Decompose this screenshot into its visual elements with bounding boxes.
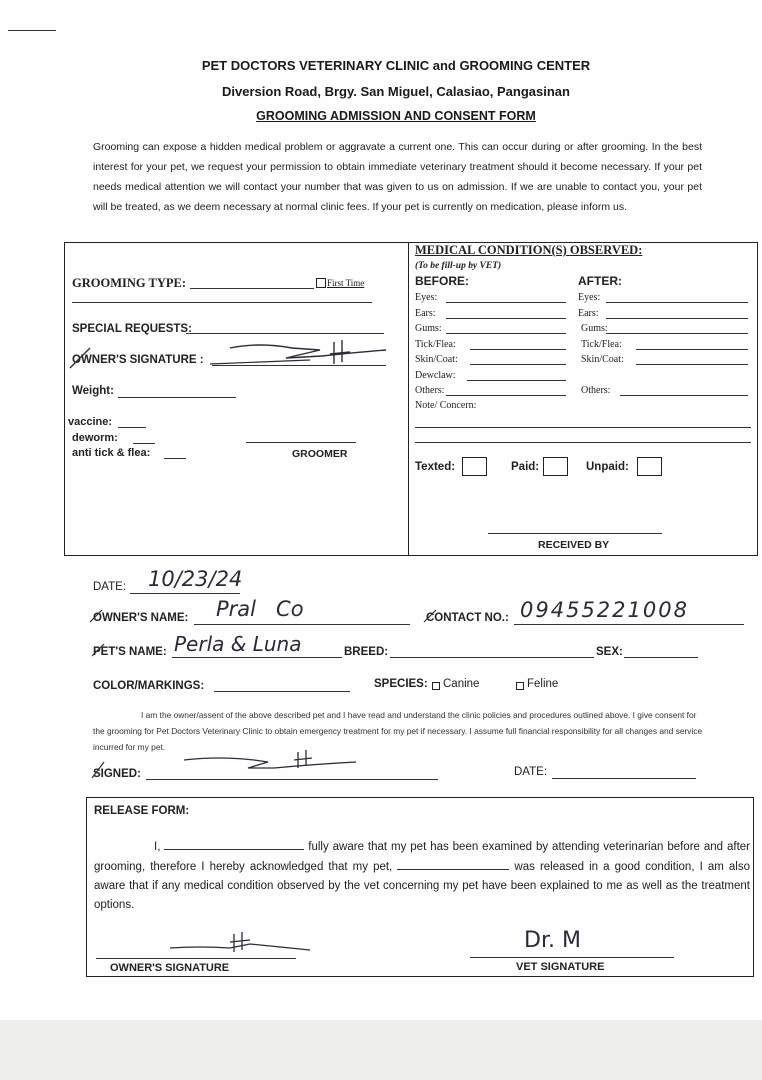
owner-name-value[interactable]: Pral Co xyxy=(216,597,304,621)
feline-label: Feline xyxy=(527,678,559,690)
received-by-field[interactable] xyxy=(488,533,662,534)
weight-label: Weight: xyxy=(72,385,114,397)
strike-mark-pet xyxy=(90,642,106,658)
before-label: BEFORE: xyxy=(415,274,469,288)
vaccine-field[interactable] xyxy=(118,427,146,428)
release-text-3: was released in a good condition, I am also aware that if any medical condition observed by the vet concerning my pet have been explained to me as well as the treatment options. xyxy=(94,861,750,911)
tick-flea-field[interactable] xyxy=(164,458,186,459)
medical-title: MEDICAL CONDITION(S) OBSERVED: xyxy=(415,243,643,257)
owner-signature-scribble xyxy=(60,334,390,374)
breed-label: BREED: xyxy=(344,646,389,658)
first-time-checkbox[interactable] xyxy=(316,278,326,288)
release-title: RELEASE FORM: xyxy=(94,805,190,817)
release-owner-signature-label: OWNER'S SIGNATURE xyxy=(110,962,230,974)
species-label: SPECIES: xyxy=(374,678,428,690)
sex-label: SEX: xyxy=(596,646,623,658)
before-condition-field[interactable] xyxy=(467,380,566,381)
release-owner-signature-scribble xyxy=(160,930,320,960)
vet-signature-value: Dr. M xyxy=(524,928,581,953)
vaccine-label: vaccine: xyxy=(68,416,113,428)
breed-field[interactable] xyxy=(390,657,594,658)
after-condition-field[interactable] xyxy=(606,333,748,334)
after-condition-field[interactable] xyxy=(620,395,748,396)
strike-mark-contact xyxy=(422,608,438,624)
paid-checkbox[interactable] xyxy=(543,457,568,476)
pet-name-value[interactable]: Perla & Luna xyxy=(174,632,302,656)
before-condition-label: Tick/Flea: xyxy=(415,338,456,350)
color-markings-label: COLOR/MARKINGS: xyxy=(93,680,205,692)
after-condition-label: Others: xyxy=(581,385,611,396)
vet-signature-label: VET SIGNATURE xyxy=(516,961,605,973)
release-name-field[interactable] xyxy=(164,837,304,850)
after-condition-field[interactable] xyxy=(606,302,748,303)
paid-label: Paid: xyxy=(511,461,540,473)
feline-checkbox[interactable] xyxy=(516,682,524,690)
before-condition-field[interactable] xyxy=(446,302,566,303)
canine-label: Canine xyxy=(443,678,480,690)
sex-field[interactable] xyxy=(624,657,698,658)
release-text-i: I, xyxy=(154,841,161,853)
before-condition-label: Gums: xyxy=(415,323,442,334)
clinic-address: Diversion Road, Brgy. San Miguel, Calasiao, Pangasinan xyxy=(222,84,570,99)
strike-mark-owner xyxy=(88,608,104,624)
contact-field[interactable] xyxy=(514,624,744,625)
before-condition-label: Eyes: xyxy=(415,292,438,303)
grooming-type-field[interactable] xyxy=(190,288,314,289)
owner-signature-label: OWNER'S SIGNATURE : xyxy=(72,354,204,366)
owner-name-field[interactable] xyxy=(194,624,410,625)
release-pet-field[interactable] xyxy=(397,857,509,870)
deworm-label: deworm: xyxy=(72,432,118,444)
note-line-2[interactable] xyxy=(415,442,751,443)
before-condition-label: Dewclaw: xyxy=(415,369,456,381)
scan-background xyxy=(0,1020,762,1080)
admission-divider xyxy=(408,242,409,556)
after-condition-label: Ears: xyxy=(578,307,599,319)
after-condition-label: Tick/Flea: xyxy=(581,338,622,350)
contact-label: CONTACT NO.: xyxy=(426,612,509,624)
clinic-name: PET DOCTORS VETERINARY CLINIC and GROOMING CENTER xyxy=(201,58,591,73)
pet-name-field[interactable] xyxy=(172,657,342,658)
before-condition-field[interactable] xyxy=(470,349,566,350)
release-text-2: fully aware that my pet has been examined by attending veterinarian before and after grooming, therefore I hereby acknowledged that my pet, xyxy=(94,841,750,873)
texted-label: Texted: xyxy=(415,461,456,473)
consent-text: I am the owner/assent of the above described pet and I have read and understand the clinic policies and procedures outlined above. I give consent for the grooming for Pet Doctors Veterinary Clinic to obtain emergency treatment for my pet if necessary. I assume full financial responsibility for all changes and service incurred for my pet. xyxy=(93,710,703,752)
corner-mark xyxy=(8,30,56,31)
color-markings-field[interactable] xyxy=(214,691,350,692)
contact-value[interactable]: 09455221008 xyxy=(520,598,689,622)
groomer-signature-field[interactable] xyxy=(246,442,356,443)
first-time-label: First Time xyxy=(327,278,365,288)
medical-subtitle: (To be fill-up by VET) xyxy=(415,261,502,271)
date-value[interactable]: 10/23/24 xyxy=(148,567,243,591)
deworm-field[interactable] xyxy=(133,443,155,444)
vet-signature-field[interactable] xyxy=(470,957,674,958)
tick-flea-label: anti tick & flea: xyxy=(72,447,151,459)
before-condition-label: Ears: xyxy=(415,307,436,319)
pet-name-label: PET'S NAME: xyxy=(93,646,167,658)
before-condition-label: Skin/Coat: xyxy=(415,354,458,365)
before-condition-field[interactable] xyxy=(446,333,566,334)
weight-field[interactable] xyxy=(118,397,236,398)
note-line-1[interactable] xyxy=(415,427,751,428)
after-condition-field[interactable] xyxy=(636,364,748,365)
after-condition-field[interactable] xyxy=(606,318,748,319)
signed-signature-scribble xyxy=(88,748,368,782)
note-label: Note/ Concern: xyxy=(415,400,477,411)
received-by-label: RECEIVED BY xyxy=(538,539,610,551)
date2-label: DATE: xyxy=(514,766,548,778)
intro-paragraph: Grooming can expose a hidden medical problem or aggravate a current one. This can occur during or after grooming. In the best interest for your pet, we request your permission to obtain immediate veterinary treatment should it become necessary. If your pet needs medical attention we will contact your number that was given to us on admission. If we are unable to contact you, your pet will be treated, as we deem necessary at normal clinic fees. If your pet is currently on medication, please inform us. xyxy=(93,141,702,213)
texted-checkbox[interactable] xyxy=(462,457,487,476)
after-condition-label: Eyes: xyxy=(578,292,601,303)
special-requests-label: SPECIAL REQUESTS: xyxy=(72,323,192,335)
date-label: DATE: xyxy=(93,581,127,593)
before-condition-label: Others: xyxy=(415,385,445,396)
form-title: GROOMING ADMISSION AND CONSENT FORM xyxy=(256,109,536,123)
signed-label: SIGNED: xyxy=(93,768,141,780)
grooming-type-label: GROOMING TYPE: xyxy=(72,276,187,290)
release-paragraph xyxy=(94,837,750,915)
unpaid-checkbox[interactable] xyxy=(637,457,662,476)
after-label: AFTER: xyxy=(578,274,622,288)
unpaid-label: Unpaid: xyxy=(586,461,629,473)
canine-checkbox[interactable] xyxy=(432,682,440,690)
after-condition-label: Gums: xyxy=(581,323,608,334)
after-condition-field[interactable] xyxy=(636,349,748,350)
date2-field[interactable] xyxy=(552,778,696,779)
before-condition-field[interactable] xyxy=(470,364,566,365)
before-condition-field[interactable] xyxy=(446,318,566,319)
owner-name-label: OWNER'S NAME: xyxy=(93,612,189,624)
after-condition-label: Skin/Coat: xyxy=(581,354,624,365)
before-condition-field[interactable] xyxy=(446,395,566,396)
grooming-type-field-2[interactable] xyxy=(72,302,372,303)
groomer-label: GROOMER xyxy=(292,448,348,460)
date-field[interactable] xyxy=(130,593,240,594)
